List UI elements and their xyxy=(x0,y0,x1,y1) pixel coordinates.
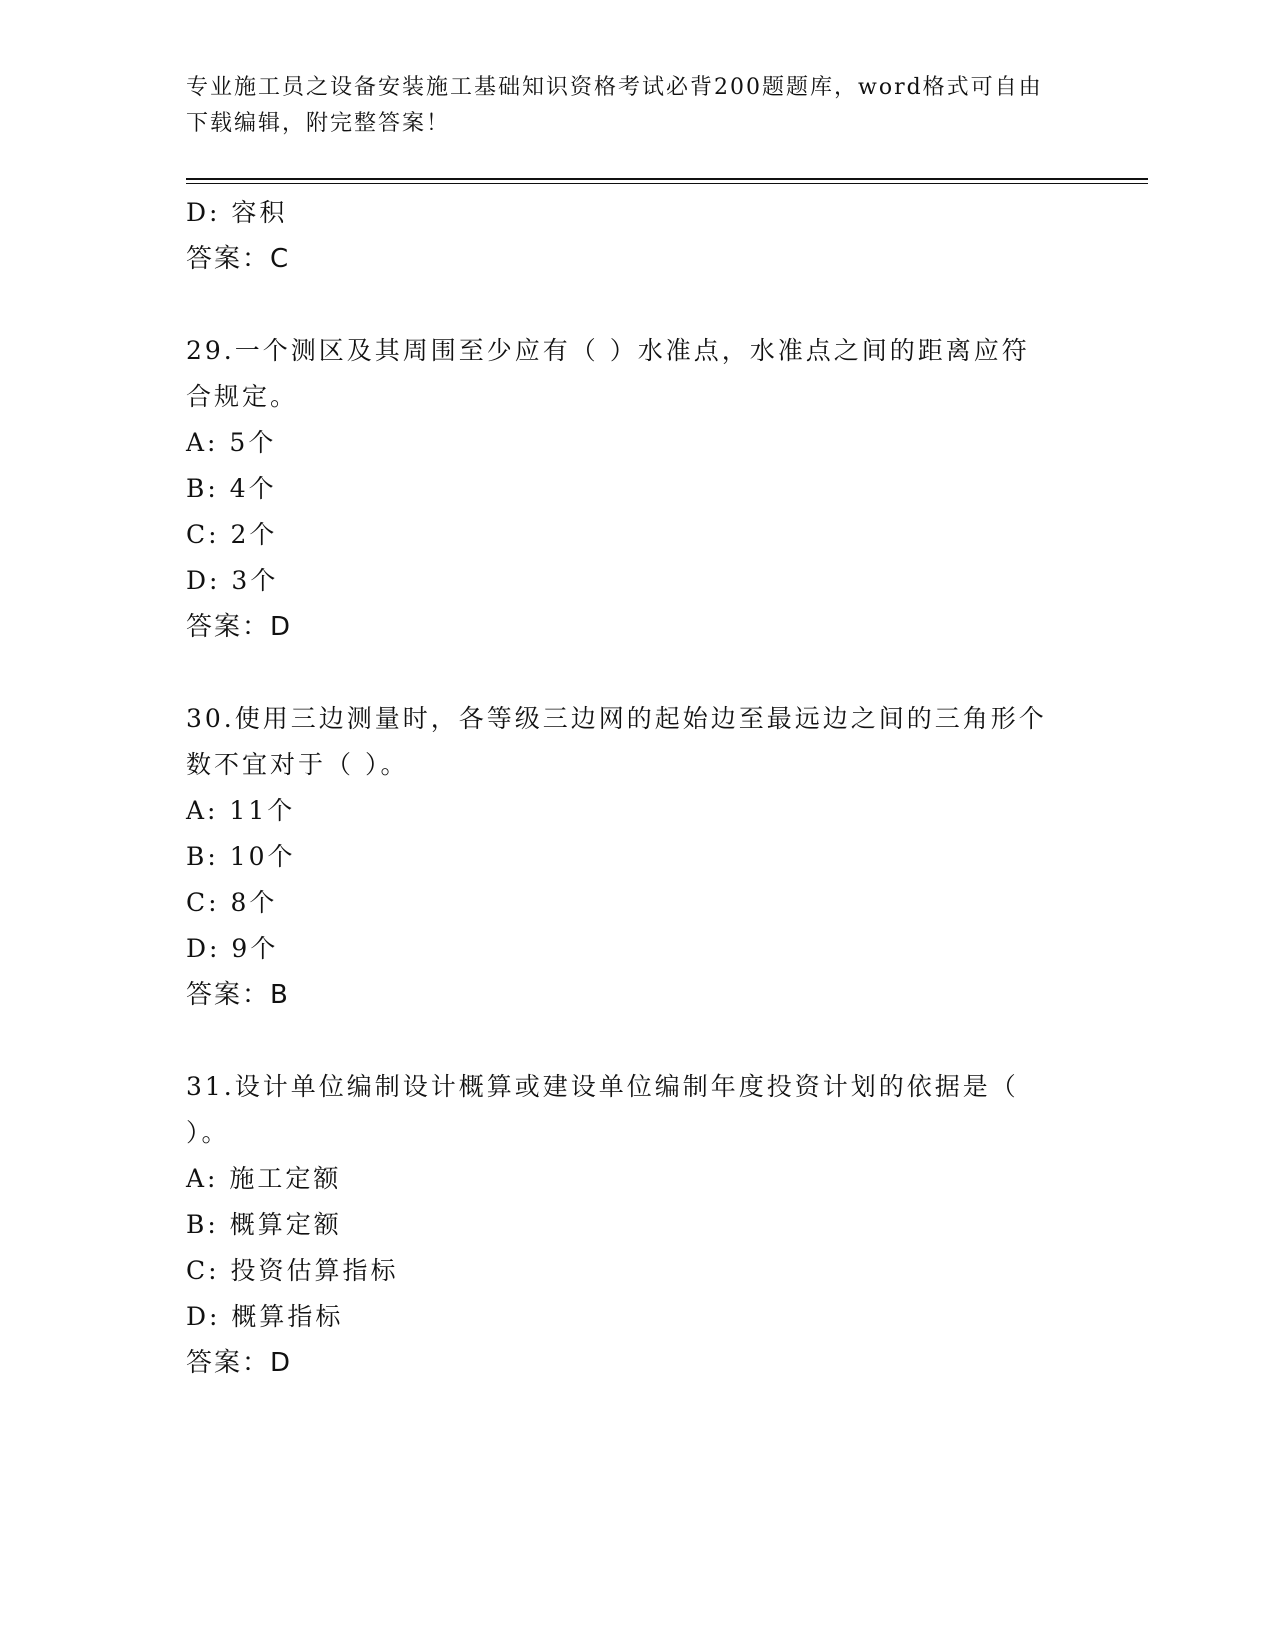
question-stem-continued: ）。 xyxy=(186,1118,230,1147)
option-d: D: 9个 xyxy=(186,934,279,963)
document-body xyxy=(186,190,1086,1386)
answer: 答案：C xyxy=(186,244,291,274)
previous-question-tail xyxy=(186,190,1086,282)
spacer xyxy=(186,282,1086,328)
header-line-1: 专业施工员之设备安装施工基础知识资格考试必背200题题库，word格式可自由 xyxy=(186,75,1043,100)
spacer xyxy=(186,1018,1086,1064)
option-a: A: 11个 xyxy=(186,796,296,825)
question-30 xyxy=(186,696,1086,1018)
option-a: A: 5个 xyxy=(186,428,277,457)
header-divider xyxy=(186,178,1148,180)
option-d: D: 概算指标 xyxy=(186,1302,344,1331)
option-c: C: 投资估算指标 xyxy=(186,1256,399,1285)
question-29 xyxy=(186,328,1086,650)
question-stem: 29.一个测区及其周围至少应有（ ）水准点，水准点之间的距离应符 xyxy=(186,336,1030,365)
header-line-2: 下载编辑，附完整答案！ xyxy=(186,111,451,136)
option-b: B: 4个 xyxy=(186,474,277,503)
option-c: C: 2个 xyxy=(186,520,278,549)
question-stem: 31.设计单位编制设计概算或建设单位编制年度投资计划的依据是（ xyxy=(186,1072,1019,1101)
spacer xyxy=(186,650,1086,696)
answer: 答案：B xyxy=(186,980,290,1010)
question-31 xyxy=(186,1064,1086,1386)
option-d: D: 容积 xyxy=(186,198,288,227)
answer: 答案：D xyxy=(186,1348,293,1378)
option-a: A: 施工定额 xyxy=(186,1164,342,1193)
answer: 答案：D xyxy=(186,612,293,642)
question-stem-continued: 数不宜对于（ ）。 xyxy=(186,750,409,779)
option-c: C: 8个 xyxy=(186,888,278,917)
document-header xyxy=(186,70,1086,142)
question-stem: 30.使用三边测量时，各等级三边网的起始边至最远边之间的三角形个 xyxy=(186,704,1047,733)
header-divider-thin xyxy=(186,183,1148,184)
option-d: D: 3个 xyxy=(186,566,279,595)
option-b: B: 概算定额 xyxy=(186,1210,342,1239)
option-b: B: 10个 xyxy=(186,842,296,871)
question-stem-continued: 合规定。 xyxy=(186,382,299,411)
